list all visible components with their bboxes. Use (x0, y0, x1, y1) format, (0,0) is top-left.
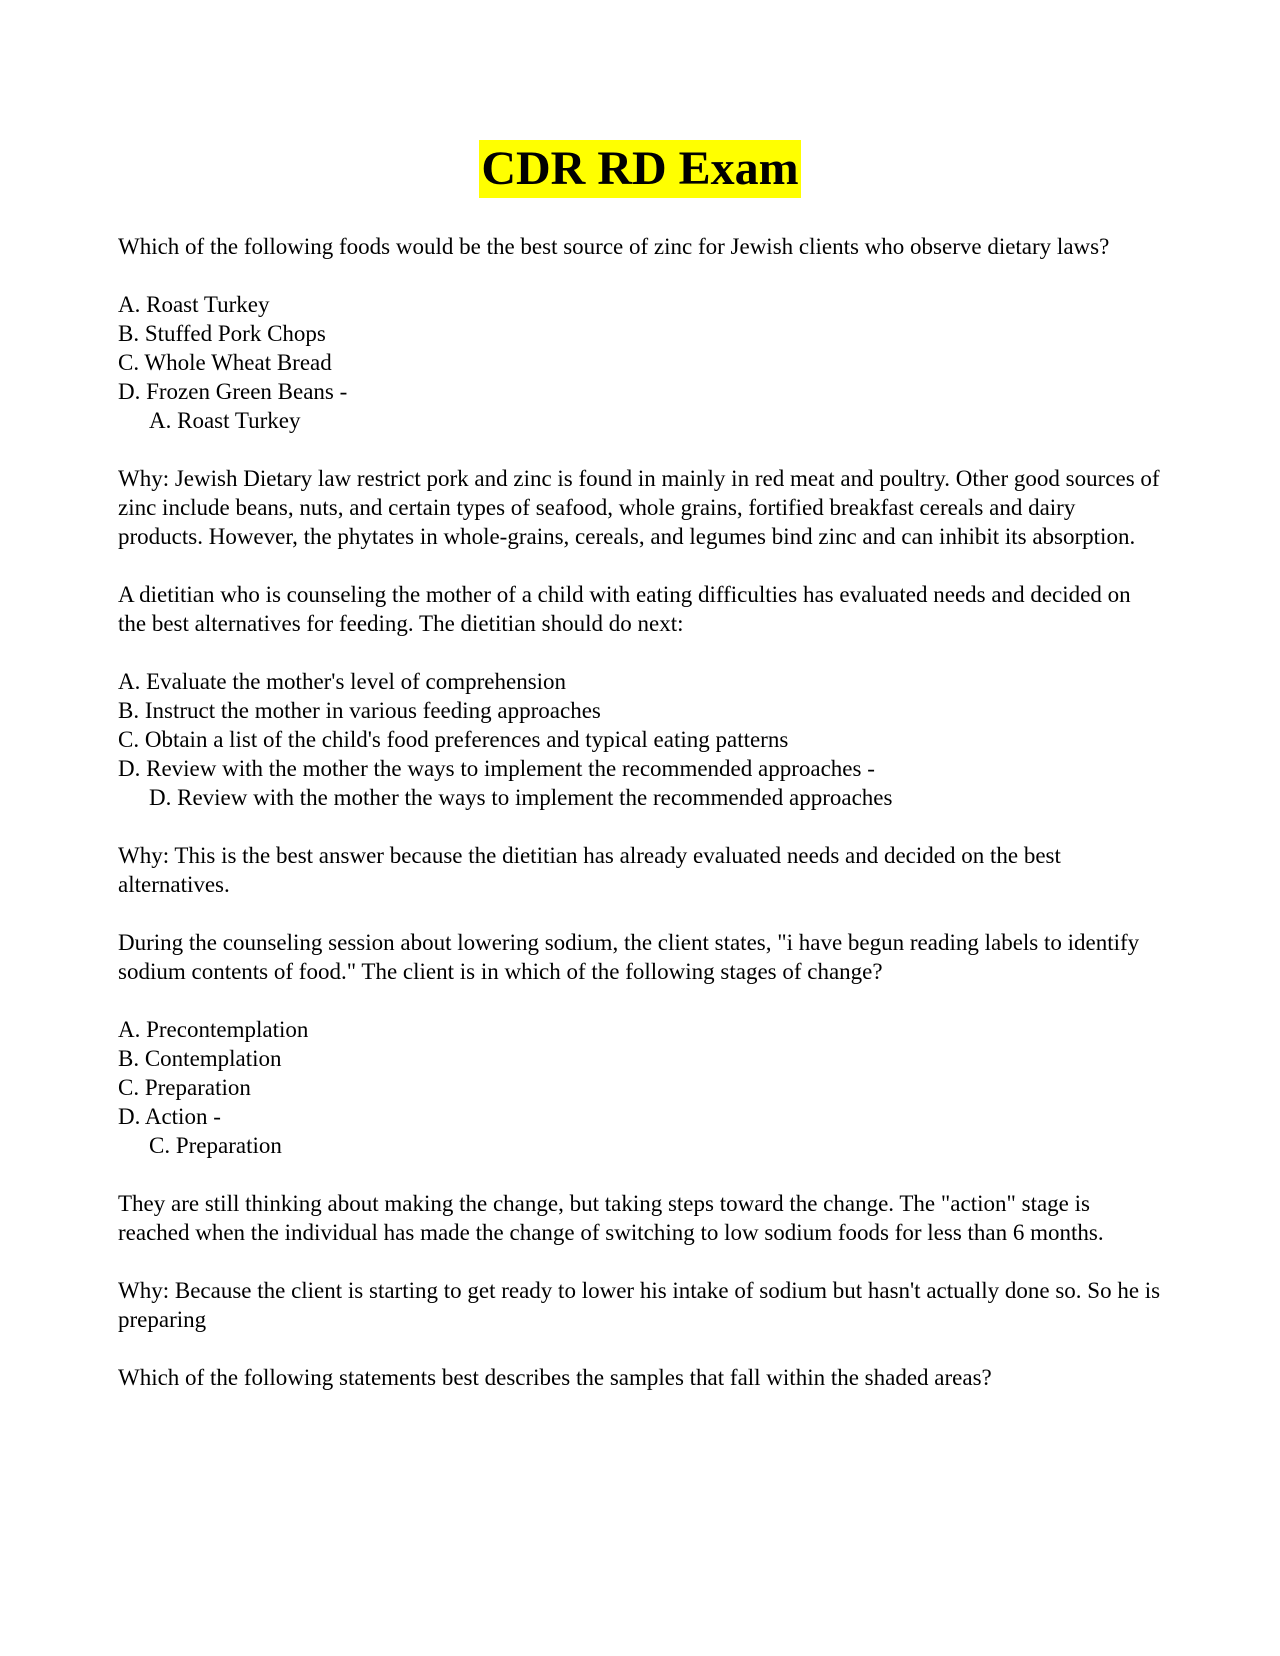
question-2-option-c: C. Obtain a list of the child's food preferences and typical eating patterns (118, 727, 789, 752)
question-3-note: They are still thinking about making the change, but taking steps toward the change. The "action" stage is reached when the individual has made the change of switching to low sodium foods for less than 6 months. (118, 1191, 1104, 1245)
question-3-option-d: D. Action - (118, 1104, 221, 1129)
question-2-option-d: D. Review with the mother the ways to implement the recommended approaches - (118, 756, 875, 781)
question-3-option-a: A. Precontemplation (118, 1017, 309, 1042)
question-2-option-b: B. Instruct the mother in various feeding approaches (118, 698, 601, 723)
question-3-option-b: B. Contemplation (118, 1046, 282, 1071)
question-3-option-c: C. Preparation (118, 1075, 251, 1100)
question-1-option-b: B. Stuffed Pork Chops (118, 321, 326, 346)
question-1-option-d: D. Frozen Green Beans - (118, 379, 348, 404)
question-3-options (118, 1015, 1162, 1160)
question-3-why: Why: Because the client is starting to get ready to lower his intake of sodium but hasn't actually done so. So he is preparing (118, 1278, 1161, 1332)
question-1-option-c: C. Whole Wheat Bread (118, 350, 332, 375)
question-1-options (118, 290, 1162, 435)
question-2-answer: D. Review with the mother the ways to implement the recommended approaches (149, 785, 893, 810)
document-page (118, 140, 1162, 1421)
question-1-answer: A. Roast Turkey (149, 408, 301, 433)
question-2-text: A dietitian who is counseling the mother of a child with eating difficulties has evaluated needs and decided on the best alternatives for feeding. The dietitian should do next: (118, 582, 1131, 636)
question-1-option-a: A. Roast Turkey (118, 292, 270, 317)
question-1-why: Why: Jewish Dietary law restrict pork and zinc is found in mainly in red meat and poultry. Other good sources of zinc include beans, nuts, and certain types of seafood, whole grains, fortified breakfast cereals and dairy products. However, the phytates in whole-grains, cereals, and legumes bind zinc and can inhibit its absorption. (118, 466, 1160, 549)
question-4-text: Which of the following statements best describes the samples that fall within the shaded areas? (118, 1365, 992, 1390)
question-3-text: During the counseling session about lowering sodium, the client states, "i have begun reading labels to identify sodium contents of food." The client is in which of the following stages of change? (118, 930, 1140, 984)
page-title: CDR RD Exam (479, 140, 800, 198)
question-2-why: Why: This is the best answer because the dietitian has already evaluated needs and decided on the best alternatives. (118, 843, 1061, 897)
question-1-text: Which of the following foods would be the best source of zinc for Jewish clients who observe dietary laws? (118, 234, 1110, 259)
question-3-answer: C. Preparation (149, 1133, 282, 1158)
title-wrap (118, 140, 1162, 198)
question-2-option-a: A. Evaluate the mother's level of comprehension (118, 669, 567, 694)
question-2-options (118, 667, 1162, 812)
